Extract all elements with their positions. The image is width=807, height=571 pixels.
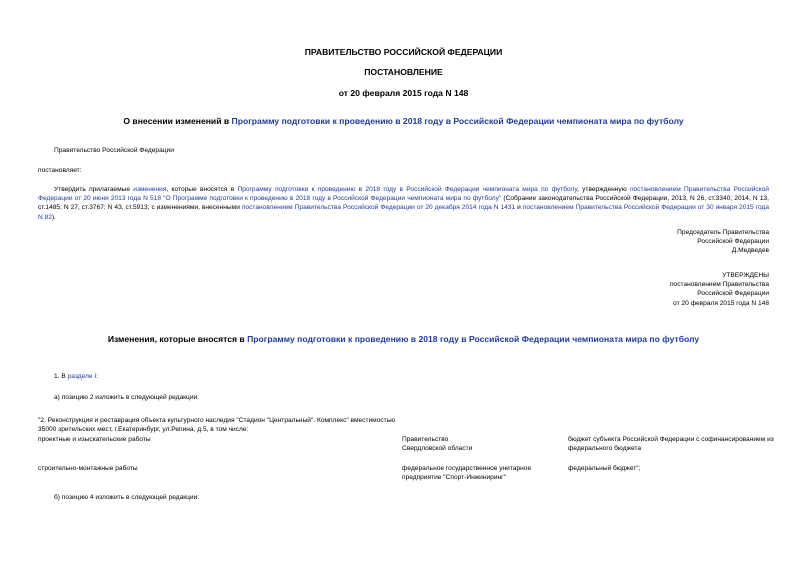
approved-date: от 20 февраля 2015 года N 148 [673,299,769,307]
item-b: б) позицию 4 изложить в следующей редакции: [54,494,200,501]
changes-link[interactable]: изменения [133,186,167,193]
changes-title-program-link[interactable]: Программу подготовки к проведению в 2018 году в Российской Федерации чемпионата мира по футболу [247,334,700,344]
title-prefix: О внесении изменений в [123,116,232,126]
main-text-1: Утвердить прилагаемые [54,186,134,193]
position-2-line-1: "2. Реконструкция и реставрация объекта культурного наследия "Стадион "Центральный". Комплекс" вместимостью [38,417,396,424]
table-row [38,464,769,492]
program-link[interactable]: Программу подготовки к проведению в 2018 году в Российской Федерации чемпионата мира по футболу [237,186,578,193]
resolution-82-link[interactable]: постановлением Правительства Российской Федерации от 30 января 2015 года N 82 [38,204,769,221]
section-1-prefix: 1. В [54,373,68,380]
signature-block [677,228,769,256]
table-cell-funding: федеральный бюджет"; [568,465,641,472]
main-text-3: , утвержденную [577,186,630,193]
item-a: а) позицию 2 изложить в следующей редакции: [54,394,200,401]
position-table [38,435,774,492]
intro-resolves: постановляет: [38,167,82,174]
resolution-518-link[interactable]: постановлением Правительства Российской Федерации от 20 июня 2013 года N 518 "О Программе подготовки к проведению в 2018 году в Российской Федерации чемпионата мира по футболу" [38,186,769,203]
approved-by: постановлением Правительства [669,281,769,289]
title-program-link[interactable]: Программу подготовки к проведению в 2018 году в Российской Федерации чемпионата мира по футболу [231,116,684,126]
signature-position: Председатель Правительства [677,229,769,236]
document-date-number: от 20 февраля 2015 года N 148 [338,88,469,98]
government-name: ПРАВИТЕЛЬСТВО РОССИЙСКОЙ ФЕДЕРАЦИИ [304,47,503,57]
changes-title-prefix: Изменения, которые вносятся в [107,334,248,344]
table-cell-funding: бюджет субъекта Российской Федерации с софинансированием из федерального бюджета [568,436,774,453]
section-1 [54,372,98,381]
table-row [38,435,774,464]
signature-country: Российской Федерации [697,238,769,246]
table-cell-party: Правительство Свердловской области [402,436,473,453]
main-text-5: и [515,204,523,212]
intro-government: Правительство Российской Федерации [54,147,174,154]
section-i-link[interactable]: разделе I [67,373,97,380]
main-text-4: (Собрание законодательства Российской Федерации, 2013, N 26, ст.3340; 2014, N 13, ст.1485; N 27, ст.3767; N 43, ст.5913; с изменениями, внесенными [38,195,770,212]
signature-name: Д.Медведев [731,247,769,255]
position-2-line-2: 35000 зрительских мест, г.Екатеринбург, ул.Репина, д.5, в том числе: [38,426,249,433]
table-cell-work: проектные и изыскательские работы [38,436,151,443]
main-text-2: , которые вносятся в [166,186,238,193]
resolution-1431-link[interactable]: постановлением Правительства Российской Федерации от 20 декабря 2014 года N 1431 [241,204,516,212]
changes-title [0,334,807,344]
approved-heading: УТВЕРЖДЕНЫ [722,272,769,279]
document-title [0,116,807,126]
approved-country: Российской Федерации [697,290,769,298]
table-cell-work: строительно-монтажные работы [38,465,138,472]
main-text-6: ). [51,213,56,221]
document-type: ПОСТАНОВЛЕНИЕ [364,67,443,77]
section-1-suffix: : [96,373,99,380]
approved-block [670,271,769,308]
main-paragraph [38,185,769,222]
table-cell-party: федеральное государственное унитарное предприятие "Спорт-Инжиниринг" [402,465,532,482]
